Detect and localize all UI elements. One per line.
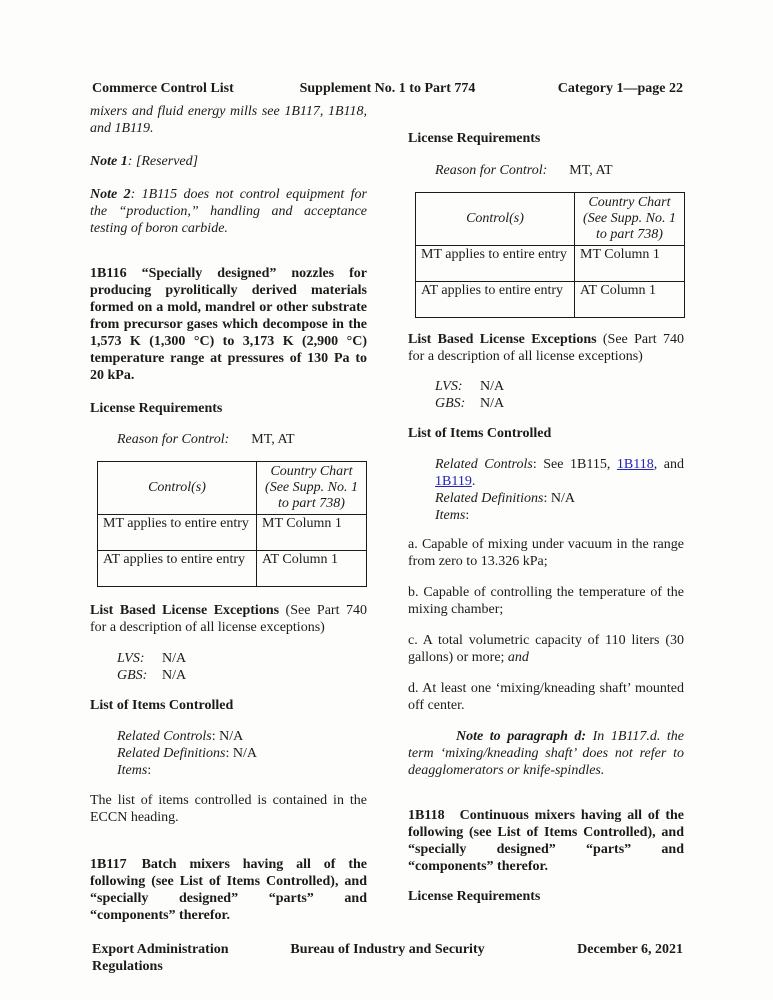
table-header-row bbox=[416, 193, 685, 246]
header-title: Commerce Control List bbox=[92, 81, 234, 96]
control-cell: AT applies to entire entry bbox=[416, 282, 575, 318]
link-1b118[interactable]: 1B118 bbox=[616, 457, 654, 472]
item-c-and: and bbox=[507, 650, 529, 665]
license-exceptions-heading-left bbox=[90, 602, 367, 636]
reason-for-control-left bbox=[90, 431, 367, 448]
related-definitions-label: Related Definitions bbox=[117, 746, 226, 761]
item-c-text: c. A total volumetric capacity of 110 liters (30 gallons) or more; bbox=[408, 633, 684, 665]
note-to-paragraph-d-text: In 1B117.d. the term ‘mixing/kneading shaft’ does not refer to deagglomerators or knife-spindles. bbox=[408, 729, 685, 778]
related-controls-prefix: : See 1B115, bbox=[532, 457, 617, 472]
license-exceptions-note: (See Part 740 for a description of all license exceptions) bbox=[90, 603, 367, 635]
header-category-page: Category 1—page 22 bbox=[557, 81, 683, 96]
license-exceptions-title: List Based License Exceptions bbox=[90, 603, 280, 618]
lvs-value: N/A bbox=[162, 651, 187, 666]
note-1 bbox=[90, 153, 367, 170]
license-requirements-table-right bbox=[415, 192, 685, 318]
items-controlled-fields-left bbox=[90, 728, 367, 779]
country-chart-header-line2: (See Supp. No. 1 to part 738) bbox=[265, 480, 358, 511]
chart-cell: MT Column 1 bbox=[257, 515, 367, 551]
table-row bbox=[416, 246, 685, 282]
footer-bureau: Bureau of Industry and Security bbox=[290, 942, 485, 957]
related-controls-value: : N/A bbox=[211, 729, 244, 744]
gbs-value: N/A bbox=[480, 396, 505, 411]
control-cell: AT applies to entire entry bbox=[98, 551, 257, 587]
eccn-1b118-heading bbox=[408, 807, 684, 875]
right-column bbox=[408, 130, 684, 905]
table-row bbox=[98, 515, 367, 551]
country-chart-header-line2: (See Supp. No. 1 to part 738) bbox=[583, 211, 676, 242]
license-requirements-heading-left: License Requirements bbox=[90, 401, 223, 416]
item-paragraph-b: b. Capable of controlling the temperature of the mixing chamber; bbox=[408, 585, 684, 617]
lvs-label: LVS: bbox=[435, 379, 463, 394]
chart-cell: AT Column 1 bbox=[257, 551, 367, 587]
gbs-label: GBS: bbox=[435, 396, 466, 411]
related-controls-label: Related Controls bbox=[117, 729, 212, 744]
related-definitions-line bbox=[435, 490, 684, 507]
page-footer bbox=[92, 941, 683, 975]
left-column bbox=[90, 103, 367, 924]
continuation-paragraph: mixers and fluid energy mills see 1B117, 1B118, and 1B119. bbox=[90, 104, 367, 136]
footer-date: December 6, 2021 bbox=[577, 942, 683, 957]
license-exceptions-list-right bbox=[408, 378, 684, 412]
items-line bbox=[117, 762, 367, 779]
license-exceptions-note: (See Part 740 for a description of all license exceptions) bbox=[408, 332, 684, 364]
related-controls-line bbox=[117, 728, 367, 745]
header-supplement: Supplement No. 1 to Part 774 bbox=[299, 81, 476, 96]
country-chart-column-header bbox=[257, 462, 367, 515]
related-definitions-value: : N/A bbox=[225, 746, 257, 761]
list-of-items-controlled-heading-right: List of Items Controlled bbox=[408, 426, 552, 441]
eccn-1b116-number: 1B116 bbox=[90, 266, 127, 281]
chart-cell: MT Column 1 bbox=[575, 246, 685, 282]
license-requirements-table-left bbox=[97, 461, 367, 587]
license-exceptions-title: List Based License Exceptions bbox=[408, 332, 597, 347]
eccn-1b116-text: “Specially designed” nozzles for producing pyrolitically derived materials formed on a mold, mandrel or other substrate from precursor gases which decompose in the 1,573 K (1,300 °C) to 3,173 K (2,900 °C) temperature range at pressures of 130 Pa to 20 kPa. bbox=[90, 266, 367, 383]
table-row bbox=[416, 282, 685, 318]
table-row bbox=[98, 551, 367, 587]
exception-row-lvs bbox=[117, 650, 367, 667]
controls-column-header: Control(s) bbox=[98, 462, 257, 515]
related-definitions-line bbox=[117, 745, 367, 762]
items-line bbox=[435, 507, 684, 524]
eccn-1b118-text: Continuous mixers having all of the following (see List of Items Controlled), and “specially designed” “parts” and “components” therefor. bbox=[408, 808, 684, 874]
gbs-label: GBS: bbox=[117, 668, 148, 683]
reason-for-control-label: Reason for Control: bbox=[435, 163, 548, 178]
control-cell: MT applies to entire entry bbox=[98, 515, 257, 551]
eccn-1b117-heading bbox=[90, 856, 367, 924]
exception-row-lvs bbox=[435, 378, 684, 395]
eccn-1b118-number: 1B118 bbox=[408, 808, 445, 823]
list-of-items-controlled-heading-left: List of Items Controlled bbox=[90, 698, 234, 713]
gbs-value: N/A bbox=[162, 668, 187, 683]
reason-for-control-value: MT, AT bbox=[569, 163, 613, 178]
item-paragraph-c bbox=[408, 632, 684, 666]
related-definitions-label: Related Definitions bbox=[435, 491, 544, 506]
item-paragraph-d: d. At least one ‘mixing/kneading shaft’ mounted off center. bbox=[408, 681, 684, 713]
license-requirements-heading-1b118: License Requirements bbox=[408, 889, 541, 904]
note-2-label: Note 2 bbox=[90, 187, 131, 202]
reason-for-control-right bbox=[408, 162, 684, 179]
chart-cell: AT Column 1 bbox=[575, 282, 685, 318]
link-1b119[interactable]: 1B119 bbox=[435, 474, 472, 489]
items-label: Items bbox=[435, 508, 466, 523]
note-2-text: : 1B115 does not control equipment for the “production,” handling and acceptance testing of boron carbide. bbox=[90, 187, 367, 236]
control-cell: MT applies to entire entry bbox=[416, 246, 575, 282]
license-exceptions-heading-right bbox=[408, 331, 684, 365]
footer-regulations: Export Administration Regulations bbox=[92, 942, 229, 974]
related-controls-line bbox=[435, 456, 684, 490]
reason-for-control-label: Reason for Control: bbox=[117, 432, 230, 447]
exception-row-gbs bbox=[117, 667, 367, 684]
license-exceptions-list-left bbox=[90, 650, 367, 684]
note-2 bbox=[90, 186, 367, 237]
items-label: Items bbox=[117, 763, 148, 778]
reason-for-control-value: MT, AT bbox=[251, 432, 295, 447]
lvs-label: LVS: bbox=[117, 651, 145, 666]
eccn-1b117-text: Batch mixers having all of the following (see List of Items Controlled), and “specially designed” “parts” and “components” therefor. bbox=[90, 857, 367, 923]
related-definitions-value: : N/A bbox=[543, 491, 575, 506]
items-colon: : bbox=[147, 763, 152, 778]
note-1-text: : [Reserved] bbox=[127, 154, 199, 169]
license-requirements-heading-right: License Requirements bbox=[408, 131, 541, 146]
items-contained-text: The list of items controlled is contained in the ECCN heading. bbox=[90, 793, 367, 825]
note-to-paragraph-d-label: Note to paragraph d: bbox=[456, 729, 587, 744]
note-1-label: Note 1 bbox=[90, 154, 128, 169]
page-header bbox=[92, 80, 683, 97]
items-colon: : bbox=[465, 508, 470, 523]
country-chart-column-header bbox=[575, 193, 685, 246]
controls-column-header: Control(s) bbox=[416, 193, 575, 246]
item-paragraph-a: a. Capable of mixing under vacuum in the range from zero to 13.326 kPa; bbox=[408, 537, 684, 569]
related-controls-suffix: . bbox=[471, 474, 476, 489]
eccn-1b117-number: 1B117 bbox=[90, 857, 127, 872]
note-to-paragraph-d bbox=[408, 728, 684, 779]
lvs-value: N/A bbox=[480, 379, 505, 394]
related-controls-label: Related Controls bbox=[435, 457, 533, 472]
country-chart-header-line1: Country Chart bbox=[588, 195, 671, 210]
related-controls-mid: , and bbox=[653, 457, 685, 472]
country-chart-header-line1: Country Chart bbox=[270, 464, 353, 479]
eccn-1b116-heading bbox=[90, 265, 367, 384]
exception-row-gbs bbox=[435, 395, 684, 412]
table-header-row bbox=[98, 462, 367, 515]
items-controlled-fields-right bbox=[408, 456, 684, 524]
